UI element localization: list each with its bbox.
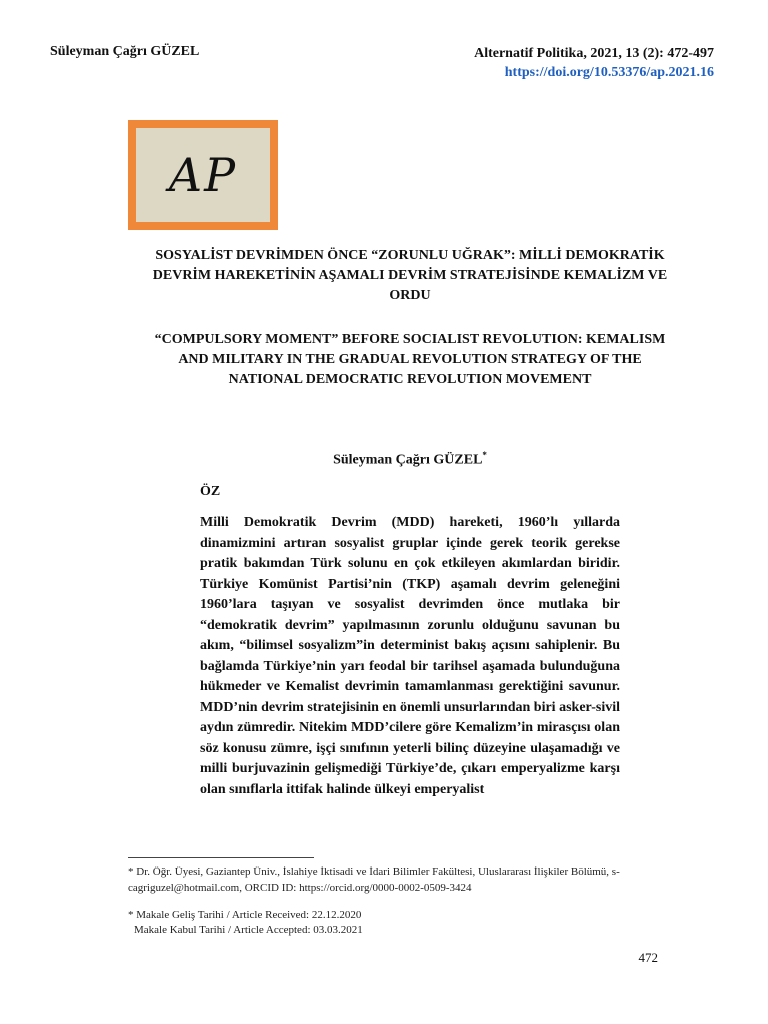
article-author [200, 450, 620, 469]
article-title-english: “COMPULSORY MOMENT” BEFORE SOCIALIST REVOLUTION: KEMALISM AND MILITARY IN THE GRADUAL REVOLUTION STRATEGY OF THE NATIONAL DEMOCRATIC REVOLUTION MOVEMENT [154, 332, 666, 387]
journal-logo [128, 120, 278, 230]
header-journal-info [474, 44, 714, 82]
received-date: * Makale Geliş Tarihi / Article Received: 22.12.2020 [128, 909, 362, 921]
author-footnote: * Dr. Öğr. Üyesi, Gaziantep Üniv., İslahiye İktisadi ve İdari Bilimler Fakültesi, Uluslararası İlişkiler Bölümü, s-cagriguzel@hotmail.com, ORCID ID: https://orcid.org/0000-0002-0509-3424 [128, 866, 620, 894]
article-title-turkish: SOSYALİST DEVRİMDEN ÖNCE “ZORUNLU UĞRAK”: MİLLİ DEMOKRATİK DEVRİM HAREKETİNİN AŞAMALI DEVRİM STRATEJİSİNDE KEMALİZM VE ORDU [152, 248, 668, 303]
header-author: Süleyman Çağrı GÜZEL [50, 44, 200, 59]
article-dates [128, 908, 363, 938]
journal-citation: Alternatif Politika, 2021, 13 (2): 472-497 [474, 46, 714, 61]
footnote-divider [128, 857, 314, 858]
abstract-heading: ÖZ [200, 484, 221, 499]
logo-text: AP [168, 148, 238, 202]
doi-link[interactable]: https://doi.org/10.53376/ap.2021.16 [504, 65, 714, 80]
author-footnote-marker: * [482, 450, 487, 460]
author-name: Süleyman Çağrı GÜZEL [333, 452, 483, 468]
abstract-body: Milli Demokratik Devrim (MDD) hareketi, 1960’lı yıllarda dinamizmini artıran sosyalist gruplar içinde gerek teorik gerekse pratik bakımdan Türk solunu en çok etkileyen akımlardan biridir. Türkiye Komünist Partisi’nin (TKP) aşamalı devrim geleneğini 1960’lara taşıyan ve sosyalist devrimden önce mutlaka bir “demokratik devrim” yapılmasının zorunlu olduğunu savunan bu akım, “bilimsel sosyalizm”in determinist bakış açısını sahiplenir. Bu bağlamda Türkiye’nin yarı feodal bir tarihsel aşamada bulunduğuna hükmeder ve Kemalist devrimin tamamlanması gerektiğini savunur. MDD’nin devrim stratejisinin en önemli unsurlarından biri asker-sivil aydın zümredir. Nitekim MDD’cilere göre Kemalizm’in mirasçısı olan söz konusu zümre, işçi sınıfının yeterli bilinç düzeyine ulaşamadığı ve milli burjuvazinin gelişmediği Türkiye’de, çıkarı emperyalizme karşı olan sınıflarla ittifak halinde ülkeyi emperyalist [200, 515, 620, 797]
accepted-date: Makale Kabul Tarihi / Article Accepted: 03.03.2021 [134, 924, 363, 936]
page-number: 472 [638, 950, 658, 965]
